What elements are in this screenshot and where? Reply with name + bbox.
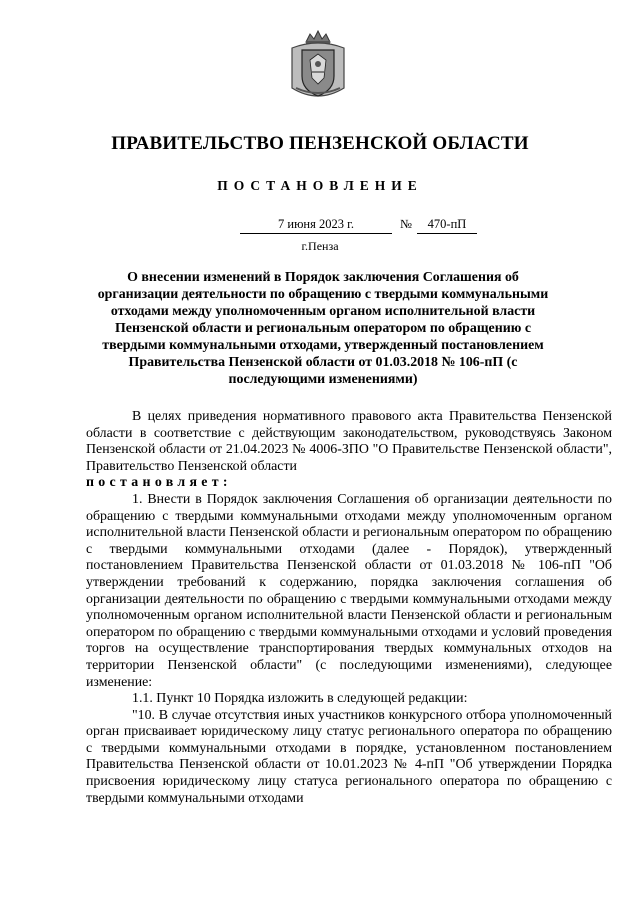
- decree-word: постановляет:: [86, 475, 232, 491]
- document-date: 7 июня 2023 г.: [240, 217, 392, 234]
- paragraph-10: "10. В случае отсутствия иных участников конкурсного отбора уполномоченный орган присваивает юридическому лицу статус регионального оператора по обращению с твердыми коммунальными отходами в порядке, установленном постановлением Правительства Пензенской области от 10.01.2023 № 4-пП "Об утверждении Порядка присвоения юридическому лицу статуса регионального оператора по обращению с твердыми коммунальными отходами: [86, 707, 612, 806]
- coat-of-arms-icon: [288, 28, 348, 102]
- decree-word-line: [86, 475, 612, 492]
- paragraph-1: 1. Внести в Порядок заключения Соглашения об организации деятельности по обращению с твердыми коммунальными отходами между уполномоченным органом исполнительной власти Пензенской области и региональным оператором по обращению с твердыми коммунальными отходами (далее - Порядок), утвержденный постановлением Правительства Пензенской области от 01.03.2018 № 106-пП "Об утверждении требований к содержанию, порядка заключения соглашения об организации деятельности по обращению с твердыми коммунальными отходами между уполномоченным органом исполнительной власти Пензенской области и региональным оператором по обращению с твердыми коммунальными отходами и условий проведения торгов на осуществление транспортирования твердых коммунальных отходов на территории Пензенской области" (с последующими изменениями), следующее изменение:: [86, 491, 612, 690]
- document-heading: О внесении изменений в Порядок заключения Соглашения об организации деятельности по обращению с твердыми коммунальными отходами между уполномоченным органом исполнительной власти Пензенской области и региональным оператором по обращению с твердыми коммунальными отходами, утвержденный постановлением Правительства Пензенской области от 01.03.2018 № 106-пП (с последующими изменениями): [97, 270, 549, 387]
- government-title: ПРАВИТЕЛЬСТВО ПЕНЗЕНСКОЙ ОБЛАСТИ: [111, 133, 529, 154]
- city: г.Пенза: [301, 239, 339, 253]
- preamble-paragraph: В целях приведения нормативного правового акта Правительства Пензенской области в соответствие с действующим законодательством, руководствуясь Законом Пензенской области от 21.04.2023 № 4006-ЗПО "О Правительстве Пензенской области", Правительство Пензенской области: [86, 409, 612, 474]
- document-type: ПОСТАНОВЛЕНИЕ: [217, 178, 423, 193]
- date-number-row: [240, 217, 480, 237]
- paragraph-1-1: 1.1. Пункт 10 Порядка изложить в следующей редакции:: [132, 691, 468, 707]
- document-number: 470-пП: [417, 217, 477, 234]
- number-sign: №: [400, 217, 412, 231]
- document-body: [86, 409, 612, 807]
